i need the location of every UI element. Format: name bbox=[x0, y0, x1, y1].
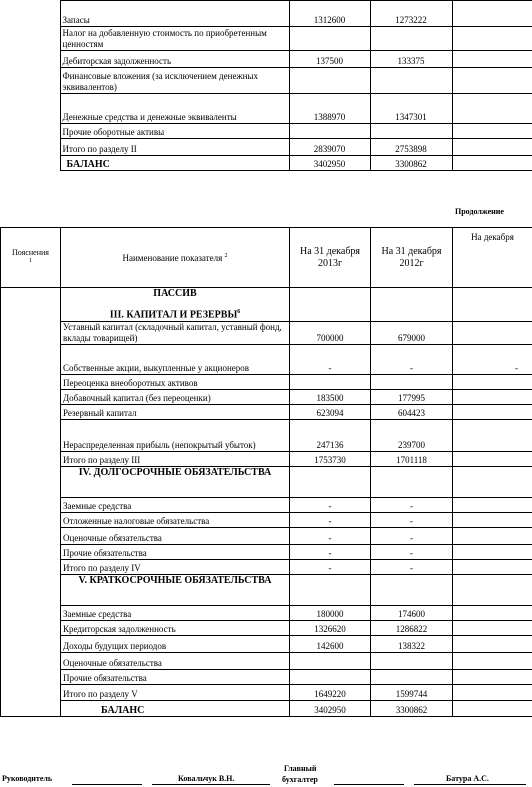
value-empty bbox=[453, 560, 532, 575]
value-empty bbox=[453, 405, 532, 420]
liability-row bbox=[1, 420, 532, 452]
value-2013: - bbox=[290, 498, 371, 513]
value-2013 bbox=[289, 124, 370, 139]
head-name: Ковальчук В.Н. bbox=[178, 774, 235, 783]
explanation-cell bbox=[1, 345, 61, 375]
value-2012 bbox=[370, 124, 452, 139]
explanation-cell bbox=[0, 156, 60, 171]
value-2012 bbox=[371, 653, 453, 670]
value-2012: 239700 bbox=[371, 420, 453, 452]
value-2013: 183500 bbox=[290, 390, 371, 405]
row-label: Итого по разделу III bbox=[61, 452, 290, 467]
value-empty bbox=[453, 670, 532, 685]
row-label: Запасы bbox=[60, 1, 289, 27]
explanation-cell bbox=[1, 560, 61, 575]
section-3-title-cell bbox=[61, 288, 290, 322]
row-label: Налог на добавленную стоимость по приобретенным ценностям bbox=[60, 27, 289, 51]
value-empty bbox=[452, 68, 532, 94]
value-2012: 177995 bbox=[371, 390, 453, 405]
value-2012: - bbox=[371, 345, 453, 375]
section-3-title-sup: 6 bbox=[237, 309, 241, 315]
continuation-label: Продолжение bbox=[455, 207, 504, 216]
row-label: Нераспределенная прибыль (непокрытый убыток) bbox=[61, 420, 290, 452]
row-label: Переоценка внеоборотных активов bbox=[61, 375, 290, 390]
value-2013 bbox=[290, 375, 371, 390]
value-2012: 1599744 bbox=[371, 685, 453, 701]
value-2012 bbox=[371, 575, 453, 606]
value-2013: 180000 bbox=[290, 606, 371, 621]
value-2012 bbox=[371, 467, 453, 498]
row-label: Финансовые вложения (за исключением денежных эквивалентов) bbox=[60, 68, 289, 94]
value-empty bbox=[453, 322, 532, 345]
explanation-cell bbox=[1, 685, 61, 701]
signature-block bbox=[0, 762, 532, 786]
value-2013: - bbox=[290, 513, 371, 528]
explanation-cell bbox=[1, 375, 61, 390]
value-2012: 1286822 bbox=[371, 621, 453, 636]
balance-2012: 3300862 bbox=[371, 701, 453, 717]
explanation-cell bbox=[1, 405, 61, 420]
row-label: Итого по разделу IV bbox=[61, 560, 290, 575]
value-empty bbox=[453, 653, 532, 670]
row-label: Денежные средства и денежные эквиваленты bbox=[60, 94, 289, 124]
value-2013 bbox=[290, 575, 371, 606]
row-label: Дебиторская задолженность bbox=[60, 51, 289, 68]
value-2012: 133375 bbox=[370, 51, 452, 68]
explanation-cell bbox=[1, 452, 61, 467]
value-2012: - bbox=[371, 498, 453, 513]
explanation-cell bbox=[0, 94, 60, 124]
value-empty bbox=[453, 575, 532, 606]
liability-row bbox=[1, 560, 532, 575]
head-name-line bbox=[152, 784, 270, 785]
accountant-signature-line bbox=[334, 784, 404, 785]
section-4-title: IV. ДОЛГОСРОЧНЫЕ ОБЯЗАТЕЛЬСТВА bbox=[78, 467, 272, 479]
explanation-cell bbox=[0, 27, 60, 51]
section-3 bbox=[1, 288, 532, 322]
explanation-cell bbox=[1, 670, 61, 685]
liability-row bbox=[1, 345, 532, 375]
value-empty bbox=[453, 528, 532, 545]
value-empty bbox=[453, 685, 532, 701]
explanation-cell bbox=[1, 701, 61, 717]
value-empty bbox=[452, 27, 532, 51]
balance-empty bbox=[453, 701, 532, 717]
value-empty bbox=[452, 156, 532, 171]
value-empty bbox=[453, 452, 532, 467]
passive-title: ПАССИВ bbox=[153, 288, 197, 299]
explanation-cell bbox=[0, 1, 60, 27]
section-5-title: V. КРАТКОСРОЧНЫЕ ОБЯЗАТЕЛЬСТВА bbox=[78, 575, 272, 587]
header-indicator-text: Наименование показателя bbox=[122, 253, 223, 263]
explanation-cell bbox=[1, 467, 61, 498]
explanation-cell bbox=[1, 288, 61, 322]
section-5-title-cell bbox=[61, 575, 290, 606]
row-label: Итого по разделу II bbox=[60, 139, 289, 156]
value-empty bbox=[452, 1, 532, 27]
assets-row bbox=[0, 51, 532, 68]
value-empty bbox=[453, 545, 532, 560]
row-label: Отложенные налоговые обязательства bbox=[61, 513, 290, 528]
header-2012 bbox=[371, 228, 453, 288]
value-2013: 2839070 bbox=[289, 139, 370, 156]
explanation-cell bbox=[0, 139, 60, 156]
liabilities-table bbox=[0, 227, 532, 717]
explanation-cell bbox=[1, 513, 61, 528]
liability-row bbox=[1, 322, 532, 345]
value-2012: 2753898 bbox=[370, 139, 452, 156]
value-2013: - bbox=[290, 545, 371, 560]
value-2013 bbox=[290, 653, 371, 670]
value-empty bbox=[453, 390, 532, 405]
accountant-name: Батура А.С. bbox=[446, 774, 489, 783]
row-label: Кредиторская задолженность bbox=[61, 621, 290, 636]
value-2012: 1273222 bbox=[370, 1, 452, 27]
value-2012 bbox=[370, 68, 452, 94]
liability-row bbox=[1, 528, 532, 545]
value-empty bbox=[452, 124, 532, 139]
assets-row bbox=[0, 68, 532, 94]
value-2012 bbox=[371, 375, 453, 390]
accountant-name-line bbox=[414, 784, 526, 785]
value-2013: 700000 bbox=[290, 322, 371, 345]
row-label: Доходы будущих периодов bbox=[61, 636, 290, 653]
liability-row bbox=[1, 653, 532, 670]
header-2012-text: На 31 декабря 2012г bbox=[381, 245, 442, 269]
value-2013: 1649220 bbox=[290, 685, 371, 701]
value-2013: 1312600 bbox=[289, 1, 370, 27]
liability-row bbox=[1, 670, 532, 685]
value-empty bbox=[452, 139, 532, 156]
explanation-cell bbox=[1, 390, 61, 405]
row-label: Оценочные обязательства bbox=[61, 528, 290, 545]
explanation-cell bbox=[0, 68, 60, 94]
header-2013-text: На 31 декабря 2013г bbox=[299, 245, 361, 269]
row-label: Прочие оборотные активы bbox=[60, 124, 289, 139]
assets-row bbox=[0, 124, 532, 139]
header-explanations-sup: 1 bbox=[29, 257, 32, 264]
section-3-title: III. КАПИТАЛ И РЕЗЕРВЫ bbox=[109, 309, 238, 321]
liability-row bbox=[1, 636, 532, 653]
section-4-title-cell bbox=[61, 467, 290, 498]
value-2013: 1753730 bbox=[290, 452, 371, 467]
value-2013: - bbox=[290, 528, 371, 545]
header-explanations-text: Пояснения bbox=[12, 247, 49, 257]
value-empty bbox=[453, 375, 532, 390]
value-empty bbox=[453, 621, 532, 636]
row-label: Заемные средства bbox=[61, 498, 290, 513]
value-2013: - bbox=[290, 560, 371, 575]
value-2013: 137500 bbox=[289, 51, 370, 68]
value-2012: - bbox=[371, 560, 453, 575]
header-indicator-sup: 2 bbox=[224, 253, 228, 259]
value-empty bbox=[452, 94, 532, 124]
value-2013: 623094 bbox=[290, 405, 371, 420]
value-2013: 1388970 bbox=[289, 94, 370, 124]
liability-row bbox=[1, 498, 532, 513]
assets-row bbox=[0, 139, 532, 156]
header-row bbox=[1, 228, 532, 288]
value-2013: 247136 bbox=[290, 420, 371, 452]
row-label: Итого по разделу V bbox=[61, 685, 290, 701]
value-empty bbox=[452, 51, 532, 68]
assets-row bbox=[0, 156, 532, 171]
liabilities-table-body bbox=[1, 288, 532, 717]
row-label: БАЛАНС bbox=[60, 156, 289, 171]
row-label: Собственные акции, выкупленные у акционеров bbox=[61, 345, 290, 375]
value-2013: - bbox=[290, 345, 371, 375]
header-2013 bbox=[290, 228, 371, 288]
value-2013: 3402950 bbox=[289, 156, 370, 171]
header-empty-year-text: На декабря bbox=[471, 232, 514, 242]
value-2012: 679000 bbox=[371, 322, 453, 345]
liability-row bbox=[1, 685, 532, 701]
head-signature-line bbox=[72, 784, 142, 785]
assets-row bbox=[0, 27, 532, 51]
assets-row bbox=[0, 1, 532, 27]
value-2012: - bbox=[371, 528, 453, 545]
liability-row bbox=[1, 375, 532, 390]
accountant-label-2: бухгалтер bbox=[282, 775, 318, 784]
value-2012: - bbox=[371, 545, 453, 560]
row-label: Прочие обязательства bbox=[61, 545, 290, 560]
liability-row bbox=[1, 405, 532, 420]
explanation-cell bbox=[1, 498, 61, 513]
assets-table bbox=[0, 0, 532, 171]
value-2012 bbox=[371, 288, 453, 322]
liability-row bbox=[1, 545, 532, 560]
header-empty-year bbox=[453, 228, 532, 288]
value-2012: 1701118 bbox=[371, 452, 453, 467]
value-2013: 1326620 bbox=[290, 621, 371, 636]
balance-label: БАЛАНС bbox=[61, 701, 290, 717]
explanation-cell bbox=[1, 420, 61, 452]
explanation-cell bbox=[1, 606, 61, 621]
assets-row bbox=[0, 94, 532, 124]
explanation-cell bbox=[1, 636, 61, 653]
value-2013 bbox=[289, 27, 370, 51]
value-2012: 174600 bbox=[371, 606, 453, 621]
value-2012: 1347301 bbox=[370, 94, 452, 124]
row-label: Оценочные обязательства bbox=[61, 653, 290, 670]
value-empty: - bbox=[453, 345, 532, 375]
explanation-cell bbox=[1, 322, 61, 345]
row-label: Добавочный капитал (без переоценки) bbox=[61, 390, 290, 405]
value-2012: 138322 bbox=[371, 636, 453, 653]
head-label: Руководитель bbox=[2, 774, 53, 783]
section-4 bbox=[1, 467, 532, 498]
section-5 bbox=[1, 575, 532, 606]
assets-table-body bbox=[0, 1, 532, 171]
row-label: Уставный капитал (складочный капитал, уставный фонд, вклады товарищей) bbox=[61, 322, 290, 345]
value-empty bbox=[453, 606, 532, 621]
liability-row bbox=[1, 513, 532, 528]
row-label: Прочие обязательства bbox=[61, 670, 290, 685]
balance-2013: 3402950 bbox=[290, 701, 371, 717]
accountant-label-1: Главный bbox=[284, 764, 317, 773]
value-2012: 3300862 bbox=[370, 156, 452, 171]
row-label: Заемные средства bbox=[61, 606, 290, 621]
value-2012: - bbox=[371, 513, 453, 528]
explanation-cell bbox=[1, 528, 61, 545]
value-2012 bbox=[370, 27, 452, 51]
value-2013: 142600 bbox=[290, 636, 371, 653]
value-2012 bbox=[371, 670, 453, 685]
value-empty bbox=[453, 467, 532, 498]
explanation-cell bbox=[1, 621, 61, 636]
value-2013 bbox=[290, 670, 371, 685]
value-2013 bbox=[289, 68, 370, 94]
value-empty bbox=[453, 513, 532, 528]
explanation-cell bbox=[0, 124, 60, 139]
explanation-cell bbox=[1, 545, 61, 560]
value-empty bbox=[453, 288, 532, 322]
value-empty bbox=[453, 498, 532, 513]
liability-row bbox=[1, 452, 532, 467]
value-empty bbox=[453, 636, 532, 653]
value-2012: 604423 bbox=[371, 405, 453, 420]
liability-row bbox=[1, 606, 532, 621]
explanation-cell bbox=[1, 653, 61, 670]
liability-row bbox=[1, 621, 532, 636]
balance-row bbox=[1, 701, 532, 717]
row-label: Резервный капитал bbox=[61, 405, 290, 420]
header-explanations bbox=[1, 228, 61, 288]
value-empty bbox=[453, 420, 532, 452]
liability-row bbox=[1, 390, 532, 405]
value-2013 bbox=[290, 288, 371, 322]
header-indicator bbox=[61, 228, 290, 288]
explanation-cell bbox=[0, 51, 60, 68]
value-2013 bbox=[290, 467, 371, 498]
explanation-cell bbox=[1, 575, 61, 606]
